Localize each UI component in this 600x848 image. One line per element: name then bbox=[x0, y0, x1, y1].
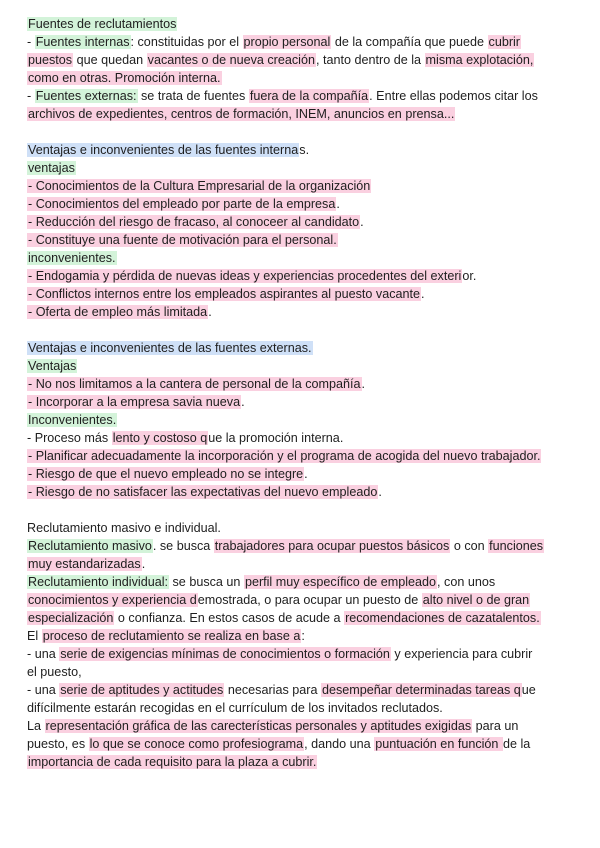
text-segment: . bbox=[141, 557, 146, 571]
text-segment: puesto, es bbox=[27, 737, 89, 751]
text-segment: ue la promoción interna. bbox=[208, 431, 344, 445]
highlighted-text: perfil muy específico de empleado bbox=[244, 575, 437, 589]
paragraph-gap bbox=[27, 123, 580, 141]
text-segment: Reclutamiento masivo e individual. bbox=[27, 521, 221, 535]
text-line bbox=[27, 537, 580, 555]
highlighted-text: puntuación en función bbox=[375, 737, 502, 751]
text-segment: difícilmente estarán recogidas en el currículum de los invitados reclutados. bbox=[27, 701, 443, 715]
highlighted-text: alto nivel o de gran bbox=[422, 593, 530, 607]
highlighted-text: desempeñar determinadas tareas q bbox=[321, 683, 521, 697]
text-segment: se trata de fuentes bbox=[137, 89, 249, 103]
text-segment: o confianza. En estos casos de acude a bbox=[114, 611, 345, 625]
text-line bbox=[27, 303, 580, 321]
text-segment: de la bbox=[502, 737, 531, 751]
highlighted-text: funciones bbox=[489, 539, 544, 553]
text-line bbox=[27, 681, 580, 699]
text-line bbox=[27, 231, 580, 249]
highlighted-text: Reclutamiento individual: bbox=[28, 575, 169, 589]
text-line bbox=[27, 375, 580, 393]
text-segment: necesarias para bbox=[224, 683, 321, 697]
text-line bbox=[27, 429, 580, 447]
highlighted-text: recomendaciones de cazatalentos. bbox=[345, 611, 540, 625]
text-line bbox=[27, 699, 580, 717]
highlighted-text: - Conflictos internos entre los empleados aspirantes al puesto vacante bbox=[28, 287, 421, 301]
highlighted-text: - Reducción del riesgo de fracaso, al conoceer al candidato bbox=[28, 215, 360, 229]
text-segment: , tanto dentro de la bbox=[316, 53, 425, 67]
highlighted-text: - Incorporar a la empresa savia nueva bbox=[28, 395, 241, 409]
text-segment: - una bbox=[27, 683, 60, 697]
highlighted-text: - Riesgo de no satisfacer las expectativas del nuevo empleado bbox=[28, 485, 378, 499]
highlighted-text: Fuentes externas: bbox=[35, 89, 137, 103]
text-segment: - una bbox=[27, 647, 60, 661]
text-line bbox=[27, 285, 580, 303]
text-line bbox=[27, 195, 580, 213]
text-segment: emostrada, o para ocupar un puesto de bbox=[197, 593, 422, 607]
text-segment: : bbox=[301, 629, 305, 643]
text-line bbox=[27, 267, 580, 285]
text-line bbox=[27, 753, 580, 771]
text-line bbox=[27, 627, 580, 645]
highlighted-text: representación gráfica de las carecterísticas personales y aptitudes exigidas bbox=[45, 719, 472, 733]
highlighted-text: - Conocimientos del empleado por parte de la empresa bbox=[28, 197, 336, 211]
text-line bbox=[27, 69, 580, 87]
text-segment: ue bbox=[521, 683, 536, 697]
highlighted-text: - Conocimientos de la Cultura Empresarial de la organización bbox=[28, 179, 371, 193]
text-segment: se busca un bbox=[169, 575, 244, 589]
text-segment: . bbox=[208, 305, 212, 319]
text-segment: El bbox=[27, 629, 42, 643]
text-line bbox=[27, 87, 580, 105]
highlighted-text: serie de exigencias mínimas de conocimientos o formación bbox=[60, 647, 390, 661]
text-line bbox=[27, 159, 580, 177]
text-segment: : constituidas por el bbox=[130, 35, 243, 49]
text-segment: . bbox=[360, 215, 364, 229]
text-segment: La bbox=[27, 719, 45, 733]
text-segment: de la compañía que puede bbox=[331, 35, 488, 49]
text-line bbox=[27, 609, 580, 627]
text-segment: - Proceso más bbox=[27, 431, 112, 445]
highlighted-text: fuera de la compañía bbox=[249, 89, 369, 103]
highlighted-text: Reclutamiento masivo bbox=[28, 539, 152, 553]
highlighted-text: lo que se conoce como profesiograma bbox=[89, 737, 304, 751]
text-segment: para un bbox=[472, 719, 519, 733]
text-line bbox=[27, 573, 580, 591]
text-segment: . bbox=[304, 467, 308, 481]
text-line bbox=[27, 663, 580, 681]
highlighted-text: Ventajas e inconvenientes de las fuentes externas. bbox=[28, 341, 312, 355]
text-segment: y experiencia para cubrir bbox=[390, 647, 533, 661]
text-segment: - bbox=[27, 89, 35, 103]
text-segment: . se busca bbox=[152, 539, 214, 553]
text-segment: , con unos bbox=[437, 575, 496, 589]
text-line bbox=[27, 213, 580, 231]
highlighted-text: puestos bbox=[28, 53, 73, 67]
highlighted-text: ventajas bbox=[28, 161, 75, 175]
highlighted-text: inconvenientes. bbox=[28, 251, 116, 265]
text-segment: . bbox=[421, 287, 425, 301]
highlighted-text: - Planificar adecuadamente la incorporación y el programa de acogida del nuevo trabajador. bbox=[28, 449, 541, 463]
highlighted-text: propio personal bbox=[243, 35, 331, 49]
highlighted-text: muy estandarizadas bbox=[28, 557, 141, 571]
text-segment: - bbox=[27, 35, 35, 49]
text-line bbox=[27, 105, 580, 123]
highlighted-text: - Riesgo de que el nuevo empleado no se integre bbox=[28, 467, 304, 481]
text-line bbox=[27, 447, 580, 465]
highlighted-text: Inconvenientes. bbox=[28, 413, 117, 427]
highlighted-text: Fuentes internas bbox=[35, 35, 130, 49]
text-line bbox=[27, 141, 580, 159]
text-segment: o con bbox=[450, 539, 489, 553]
highlighted-text: cubrir bbox=[488, 35, 521, 49]
text-segment: . bbox=[378, 485, 382, 499]
highlighted-text: - Endogamia y pérdida de nuevas ideas y experiencias procedentes del exteri bbox=[28, 269, 462, 283]
text-segment: s. bbox=[299, 143, 310, 157]
highlighted-text: archivos de expedientes, centros de formación, INEM, anuncios en prensa... bbox=[28, 107, 455, 121]
paragraph-gap bbox=[27, 321, 580, 339]
text-line bbox=[27, 411, 580, 429]
text-line bbox=[27, 717, 580, 735]
highlighted-text: como en otras. Promoción interna. bbox=[28, 71, 221, 85]
text-line bbox=[27, 51, 580, 69]
highlighted-text: - Constituye una fuente de motivación para el personal. bbox=[28, 233, 337, 247]
highlighted-text: proceso de reclutamiento se realiza en base a bbox=[42, 629, 301, 643]
text-line bbox=[27, 393, 580, 411]
text-line bbox=[27, 519, 580, 537]
text-line bbox=[27, 645, 580, 663]
highlighted-text: conocimientos y experiencia d bbox=[28, 593, 197, 607]
text-line bbox=[27, 177, 580, 195]
text-segment: que quedan bbox=[73, 53, 147, 67]
highlighted-text: vacantes o de nueva creación bbox=[147, 53, 315, 67]
text-segment: , dando una bbox=[304, 737, 375, 751]
highlighted-text: trabajadores para ocupar puestos básicos bbox=[214, 539, 450, 553]
highlighted-text: - No nos limitamos a la cantera de personal de la compañía bbox=[28, 377, 361, 391]
text-line bbox=[27, 15, 580, 33]
text-line bbox=[27, 33, 580, 51]
paragraph-gap bbox=[27, 501, 580, 519]
highlighted-text: Ventajas e inconvenientes de las fuentes interna bbox=[28, 143, 299, 157]
highlighted-text: lento y costoso q bbox=[112, 431, 208, 445]
highlighted-text: especialización bbox=[28, 611, 114, 625]
highlighted-text: serie de aptitudes y actitudes bbox=[60, 683, 224, 697]
highlighted-text: misma explotación, bbox=[425, 53, 534, 67]
text-segment: . bbox=[336, 197, 340, 211]
text-line bbox=[27, 249, 580, 267]
text-line bbox=[27, 357, 580, 375]
text-line bbox=[27, 483, 580, 501]
highlighted-text: - Oferta de empleo más limitada bbox=[28, 305, 208, 319]
text-line bbox=[27, 555, 580, 573]
text-line bbox=[27, 735, 580, 753]
text-line bbox=[27, 465, 580, 483]
text-line bbox=[27, 591, 580, 609]
text-segment: . bbox=[241, 395, 245, 409]
highlighted-text: Ventajas bbox=[28, 359, 77, 373]
text-segment: el puesto, bbox=[27, 665, 82, 679]
text-line bbox=[27, 339, 580, 357]
text-segment: or. bbox=[462, 269, 477, 283]
text-segment: . bbox=[361, 377, 366, 391]
text-segment: . Entre ellas podemos citar los bbox=[369, 89, 538, 103]
highlighted-text: importancia de cada requisito para la plaza a cubrir. bbox=[28, 755, 317, 769]
highlighted-text: Fuentes de reclutamientos bbox=[28, 17, 177, 31]
